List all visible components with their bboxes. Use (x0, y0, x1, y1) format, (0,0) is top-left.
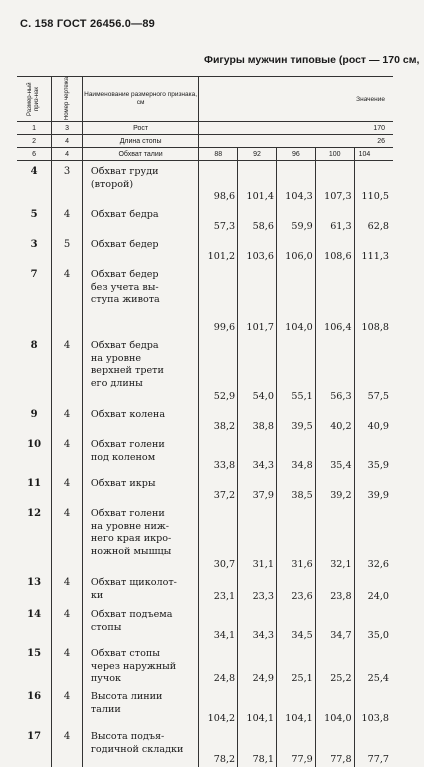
feature-value: 104,0 (276, 264, 315, 335)
feature-value: 104,1 (238, 686, 277, 726)
feature-value: 107,3 (315, 161, 354, 205)
feature-name: Обхват голени под коленом (82, 434, 198, 473)
feature-value: 57,3 (199, 204, 238, 234)
feature-value: 99,6 (199, 264, 238, 335)
feature-number: 8 (17, 335, 52, 404)
feature-value: 33,8 (199, 434, 238, 473)
feature-value: 25,2 (315, 643, 354, 686)
feature-name: Обхват бедра на уровне верхней трети его длины (82, 335, 198, 404)
feature-value: 77,8 (315, 726, 354, 767)
feature-name: Высота линии талии (82, 686, 198, 726)
feature-value: 37,9 (238, 473, 277, 503)
feature-value: 35,0 (367, 629, 389, 641)
feature-name: Обхват бедер (82, 234, 198, 264)
feature-number: 17 (17, 726, 52, 767)
drawing-number: 3 (52, 122, 83, 135)
feature-number: 7 (17, 264, 52, 335)
table-row (17, 726, 393, 767)
feature-value: 108,6 (315, 234, 354, 264)
summary-row (17, 122, 393, 135)
drawing-number: 5 (52, 234, 83, 264)
table-row (17, 335, 393, 404)
drawing-number: 4 (52, 135, 83, 148)
waist-girth-value: 92 (238, 148, 277, 161)
feature-value: 104,2 (199, 686, 238, 726)
drawing-number: 4 (52, 204, 83, 234)
feature-name: Обхват бедер без учета вы- ступа живота (82, 264, 198, 335)
feature-value: 38,5 (276, 473, 315, 503)
feature-value: 30,7 (199, 503, 238, 572)
table-row (17, 503, 393, 572)
page-header: С. 158 ГОСТ 26456.0—89 (20, 18, 155, 30)
feature-name: Рост (82, 122, 198, 135)
feature-name: Обхват голени на уровне ниж- него края икро- ножной мышцы (82, 503, 198, 572)
header-feature-number: Размер-ный приз-нак (17, 77, 52, 122)
table-row (17, 572, 393, 604)
feature-name: Высота подъя- годичной складки (82, 726, 198, 767)
table-row (17, 234, 393, 264)
feature-value: 104,1 (276, 686, 315, 726)
feature-value: 32,6 (367, 558, 389, 570)
feature-value: 103,6 (238, 234, 277, 264)
feature-value: 31,1 (238, 503, 277, 572)
feature-name: Обхват стопы через наружный пучок (82, 643, 198, 686)
feature-value: 77,9 (276, 726, 315, 767)
feature-name: Обхват подъема стопы (82, 604, 198, 643)
feature-value: 24,9 (238, 643, 277, 686)
table-subtitle: Фигуры мужчин типовые (рост — 170 см, (204, 54, 420, 66)
feature-value: 62,8 (367, 220, 389, 232)
feature-number: 12 (17, 503, 52, 572)
waist-girth-row (17, 148, 393, 161)
feature-number: 3 (17, 234, 52, 264)
feature-value: 34,8 (276, 434, 315, 473)
feature-value: 34,7 (315, 604, 354, 643)
feature-name: Обхват бедра (82, 204, 198, 234)
table-row (17, 643, 393, 686)
drawing-number: 4 (52, 404, 83, 434)
feature-value: 34,5 (276, 604, 315, 643)
feature-name: Длина стопы (82, 135, 198, 148)
feature-number: 1 (17, 122, 52, 135)
feature-value: 35,4 (315, 434, 354, 473)
summary-row (17, 135, 393, 148)
feature-number: 11 (17, 473, 52, 503)
drawing-number: 4 (52, 335, 83, 404)
feature-value: 104,0 (315, 686, 354, 726)
header-feature-name: Наименование размерного признака, см (82, 77, 198, 122)
drawing-number: 4 (52, 264, 83, 335)
header-values: Значение (199, 77, 393, 122)
feature-value: 34,3 (238, 434, 277, 473)
feature-value: 34,3 (238, 604, 277, 643)
feature-value: 58,6 (238, 204, 277, 234)
waist-girth-value: 100 (315, 148, 354, 161)
feature-value: 40,2 (315, 404, 354, 434)
table-row (17, 686, 393, 726)
table-row (17, 204, 393, 234)
feature-value: 61,3 (315, 204, 354, 234)
feature-value: 25,1 (276, 643, 315, 686)
feature-value: 170 (199, 122, 393, 135)
feature-value: 57,5 (367, 390, 389, 402)
feature-value: 101,2 (199, 234, 238, 264)
feature-value: 52,9 (199, 335, 238, 404)
feature-value: 39,5 (276, 404, 315, 434)
feature-value: 110,5 (361, 190, 389, 202)
feature-value: 78,1 (238, 726, 277, 767)
table-row (17, 434, 393, 473)
measurements-table (17, 76, 393, 767)
feature-name: Обхват груди (второй) (82, 161, 198, 205)
feature-number: 16 (17, 686, 52, 726)
feature-name: Обхват колена (82, 404, 198, 434)
feature-value: 38,8 (238, 404, 277, 434)
feature-value: 56,3 (315, 335, 354, 404)
feature-value: 106,4 (315, 264, 354, 335)
feature-value: 23,1 (199, 572, 238, 604)
feature-value: 78,2 (199, 726, 238, 767)
feature-value: 40,9 (367, 420, 389, 432)
drawing-number: 3 (52, 161, 83, 205)
drawing-number: 4 (52, 604, 83, 643)
feature-value: 38,2 (199, 404, 238, 434)
feature-number: 13 (17, 572, 52, 604)
feature-value: 23,6 (276, 572, 315, 604)
table-row (17, 604, 393, 643)
feature-value: 77,7 (367, 753, 389, 765)
drawing-number: 4 (52, 434, 83, 473)
feature-value: 34,1 (199, 604, 238, 643)
feature-value: 108,8 (361, 321, 389, 333)
feature-value: 39,2 (315, 473, 354, 503)
feature-value: 23,3 (238, 572, 277, 604)
feature-value: 101,4 (238, 161, 277, 205)
drawing-number: 4 (52, 503, 83, 572)
table-row (17, 404, 393, 434)
feature-value: 25,4 (367, 672, 389, 684)
feature-value: 106,0 (276, 234, 315, 264)
drawing-number: 4 (52, 148, 83, 161)
feature-value: 104,3 (276, 161, 315, 205)
feature-number: 6 (17, 148, 52, 161)
feature-value: 55,1 (276, 335, 315, 404)
feature-value: 54,0 (238, 335, 277, 404)
feature-value: 32,1 (315, 503, 354, 572)
feature-number: 9 (17, 404, 52, 434)
feature-value: 59,9 (276, 204, 315, 234)
feature-value: 35,9 (367, 459, 389, 471)
drawing-number: 4 (52, 726, 83, 767)
feature-value: 24,8 (199, 643, 238, 686)
feature-number: 4 (17, 161, 52, 205)
feature-value: 103,8 (361, 712, 389, 724)
feature-value: 111,3 (361, 250, 389, 262)
feature-value: 23,8 (315, 572, 354, 604)
waist-girth-value: 96 (276, 148, 315, 161)
drawing-number: 4 (52, 643, 83, 686)
feature-value: 37,2 (199, 473, 238, 503)
drawing-number: 4 (52, 572, 83, 604)
feature-number: 5 (17, 204, 52, 234)
table-row (17, 161, 393, 205)
feature-number: 10 (17, 434, 52, 473)
feature-value: 24,0 (367, 590, 389, 602)
drawing-number: 4 (52, 686, 83, 726)
waist-girth-value: 104 (354, 148, 393, 161)
feature-value: 98,6 (199, 161, 238, 205)
feature-number: 14 (17, 604, 52, 643)
feature-name: Обхват щиколот- ки (82, 572, 198, 604)
feature-value: 39,9 (367, 489, 389, 501)
waist-girth-value: 88 (199, 148, 238, 161)
feature-number: 15 (17, 643, 52, 686)
feature-value: 26 (199, 135, 393, 148)
feature-number: 2 (17, 135, 52, 148)
drawing-number: 4 (52, 473, 83, 503)
feature-name: Обхват талии (82, 148, 198, 161)
table-row (17, 473, 393, 503)
feature-name: Обхват икры (82, 473, 198, 503)
table-row (17, 264, 393, 335)
header-drawing-number: Номер чертежа (52, 77, 83, 122)
feature-value: 101,7 (238, 264, 277, 335)
feature-value: 31,6 (276, 503, 315, 572)
